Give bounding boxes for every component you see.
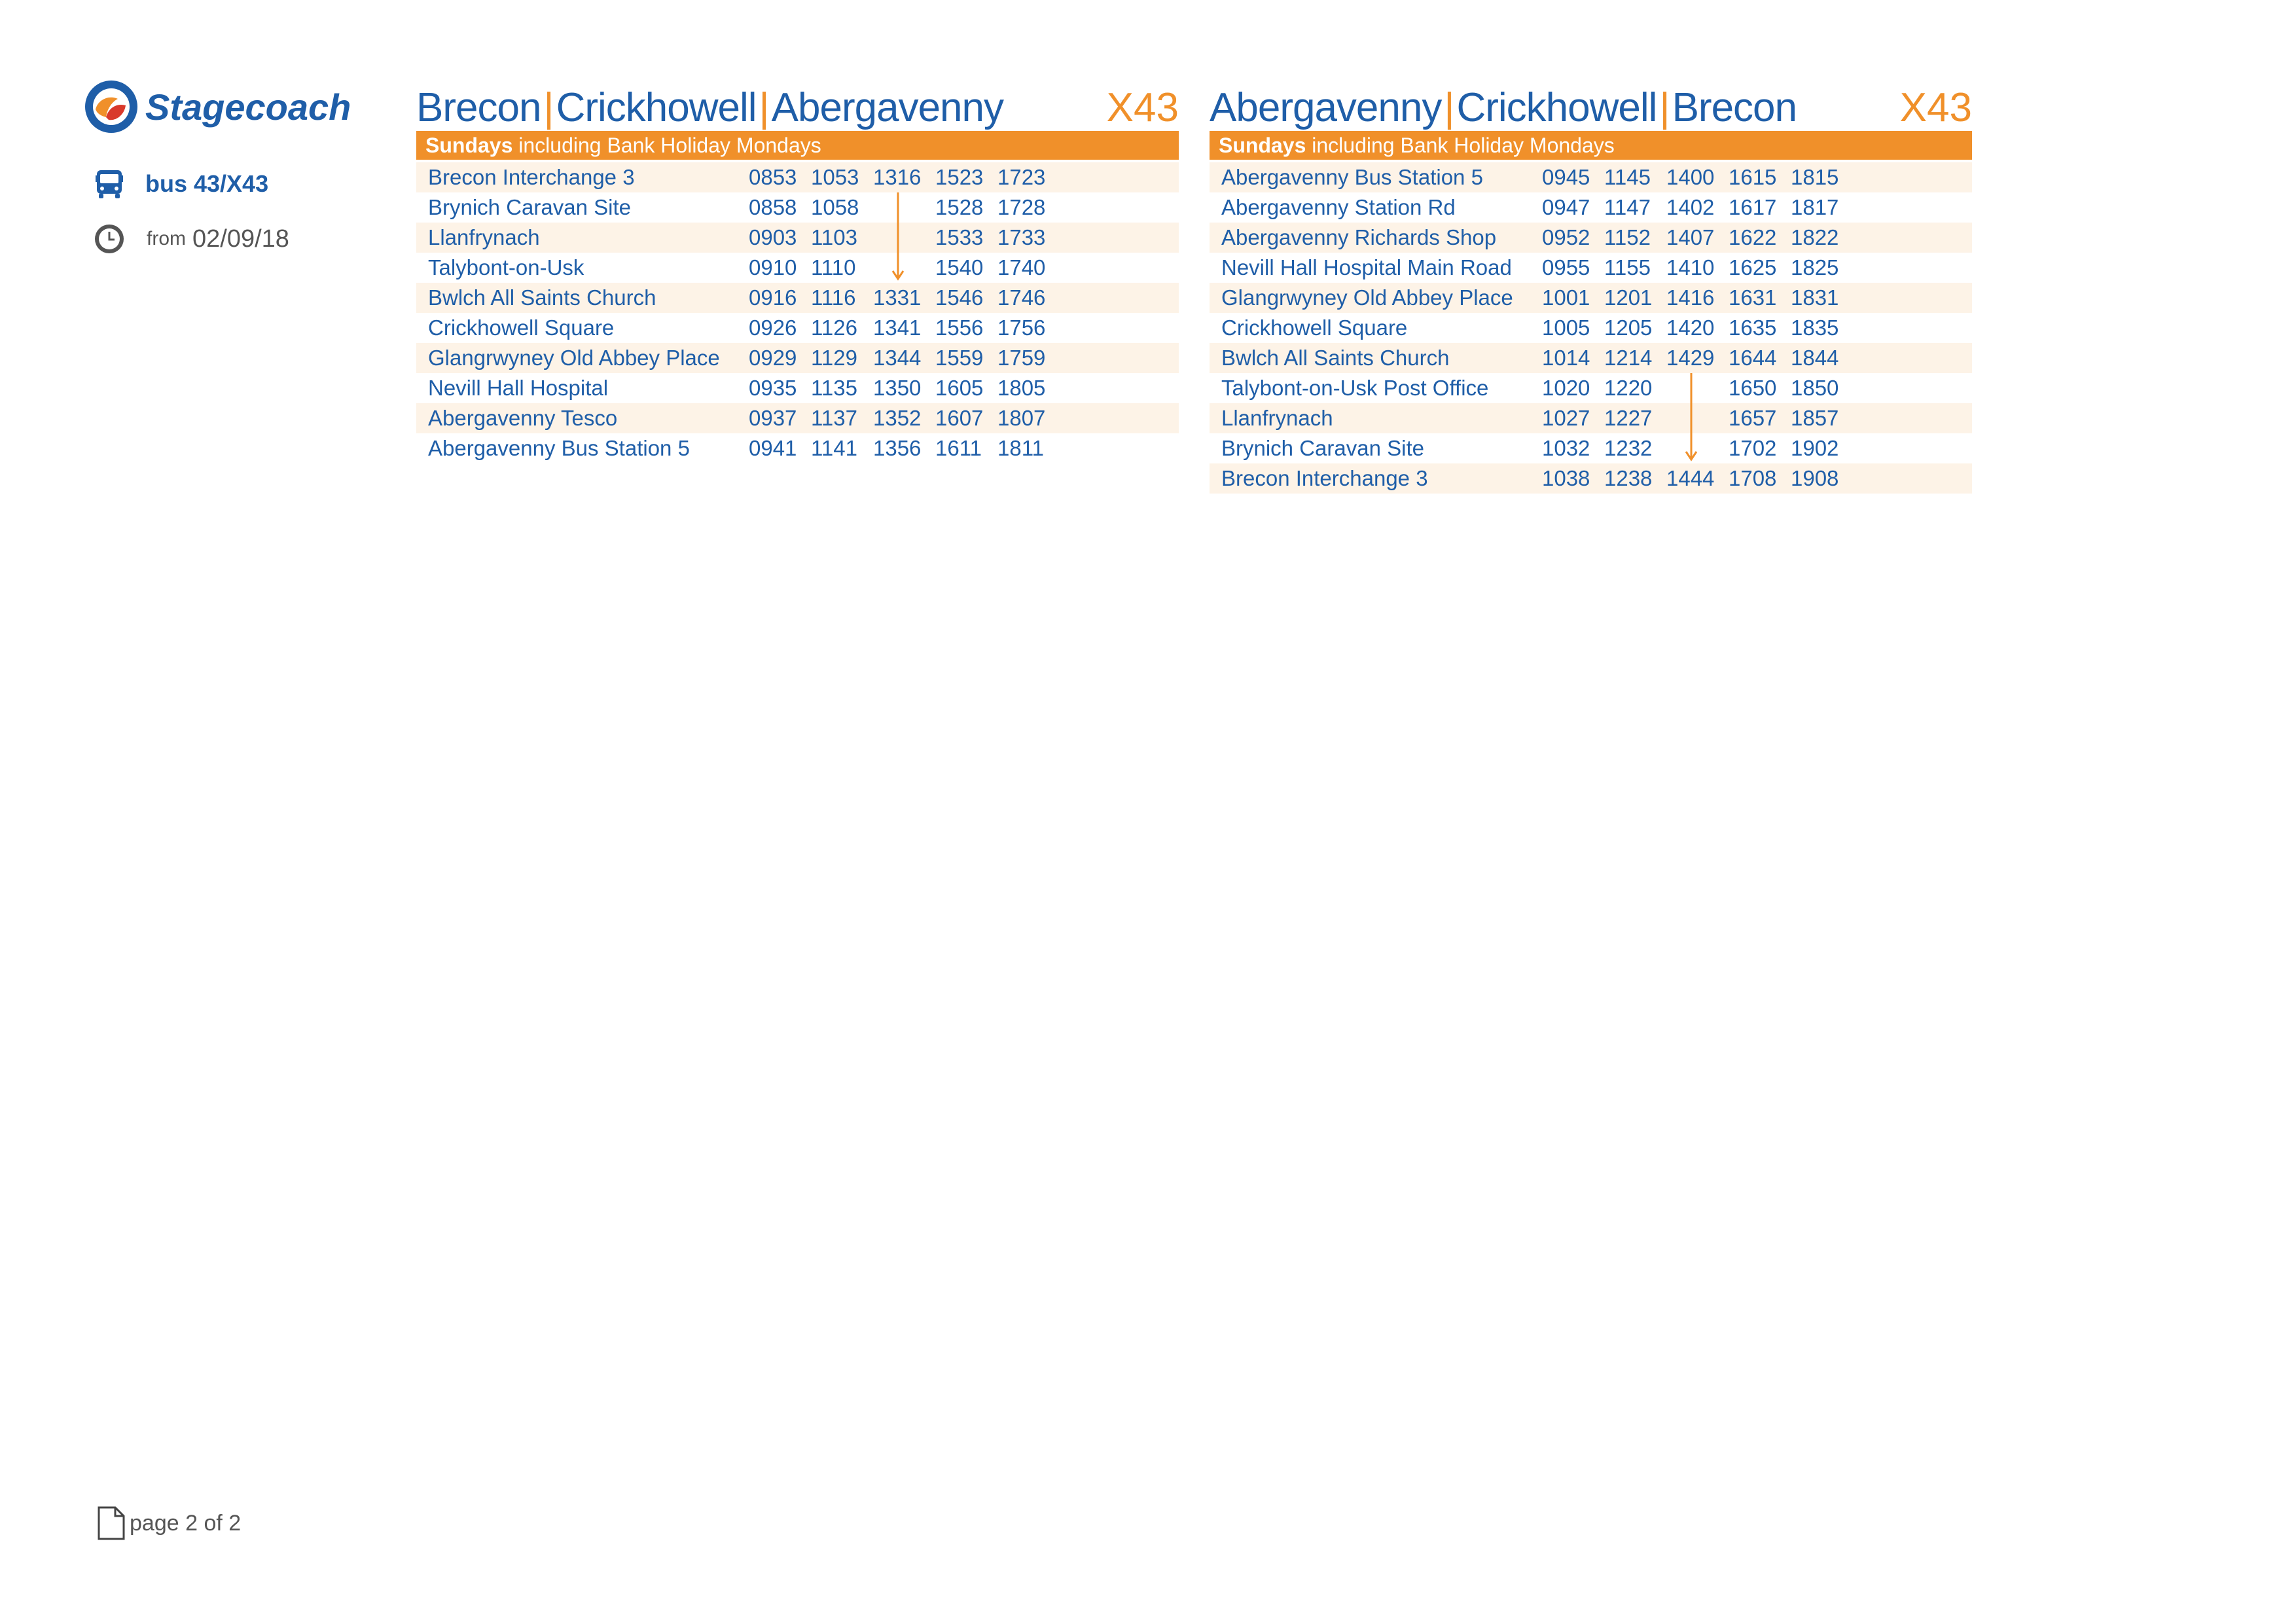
brand-name: Stagecoach	[145, 86, 351, 128]
departure-time: 1850	[1791, 376, 1839, 400]
departure-time: 0945	[1542, 165, 1590, 189]
page-footer	[97, 1506, 241, 1541]
title-separator: |	[543, 85, 554, 130]
departure-time: 0916	[749, 285, 797, 310]
departure-time: 1611	[935, 436, 982, 460]
departure-time: 1420	[1666, 316, 1715, 340]
title-separator: |	[1444, 85, 1454, 130]
departure-time: 1402	[1666, 195, 1715, 219]
timetable-title	[1210, 84, 1797, 131]
stop-name: Talybont-on-Usk	[428, 255, 584, 280]
departure-time: 0947	[1542, 195, 1590, 219]
departure-time: 1220	[1604, 376, 1653, 400]
departure-time: 1350	[873, 376, 922, 400]
departure-time: 1523	[935, 165, 984, 189]
departure-time: 1147	[1604, 195, 1651, 219]
departure-time	[1666, 433, 1729, 463]
title-separator: |	[1659, 85, 1670, 130]
departure-time: 1805	[997, 376, 1046, 400]
departure-time: 1103	[811, 225, 857, 249]
title-stop-2: Crickhowell	[556, 85, 757, 130]
stop-name: Abergavenny Tesco	[428, 406, 618, 430]
departure-time: 1407	[1666, 225, 1715, 249]
departure-time: 1540	[935, 255, 984, 280]
title-stop-1: Abergavenny	[1210, 85, 1442, 130]
table-row	[416, 192, 1179, 223]
departure-time: 1400	[1666, 165, 1715, 189]
stop-name: Crickhowell Square	[1221, 316, 1408, 340]
departure-time: 1807	[997, 406, 1046, 430]
departure-time: 1429	[1666, 346, 1715, 370]
departure-time: 0903	[749, 225, 797, 249]
departure-time: 1902	[1791, 436, 1839, 460]
stop-name: Brecon Interchange 3	[1221, 466, 1428, 490]
departure-time: 1032	[1542, 436, 1590, 460]
title-stop-2: Crickhowell	[1456, 85, 1657, 130]
table-row	[1210, 463, 1972, 494]
departure-time: 1546	[935, 285, 984, 310]
departure-time: 1857	[1791, 406, 1839, 430]
valid-from	[93, 223, 289, 255]
stop-name: Llanfrynach	[428, 225, 540, 249]
departure-time: 0926	[749, 316, 797, 340]
departure-time: 1625	[1729, 255, 1777, 280]
departure-time: 1650	[1729, 376, 1777, 400]
timetable-rows	[416, 162, 1179, 463]
page-icon	[97, 1506, 126, 1541]
timetable-abergavenny-to-brecon	[1210, 79, 1972, 494]
departure-time: 1815	[1791, 165, 1839, 189]
timetable-header	[1210, 79, 1972, 131]
departure-time: 1410	[1666, 255, 1715, 280]
departure-time: 0941	[749, 436, 797, 460]
departure-time: 1723	[997, 165, 1046, 189]
table-row	[416, 283, 1179, 313]
departure-time: 1110	[811, 255, 856, 280]
departure-time: 1316	[873, 165, 922, 189]
title-stop-3: Brecon	[1672, 85, 1797, 130]
route-info	[93, 168, 268, 200]
day-rest: including Bank Holiday Mondays	[518, 134, 821, 157]
departure-time: 1201	[1604, 285, 1653, 310]
table-row	[1210, 313, 1972, 343]
departure-time: 1001	[1542, 285, 1590, 310]
stop-name: Bwlch All Saints Church	[428, 285, 656, 310]
departure-time: 0952	[1542, 225, 1590, 249]
departure-time	[1666, 403, 1729, 433]
departure-time: 1635	[1729, 316, 1777, 340]
departure-time: 1908	[1791, 466, 1839, 490]
departure-time: 1027	[1542, 406, 1590, 430]
departure-time: 1756	[997, 316, 1046, 340]
departure-time: 1607	[935, 406, 984, 430]
departure-time: 1053	[811, 165, 859, 189]
departure-time: 1631	[1729, 285, 1777, 310]
day-bold: Sundays	[1219, 134, 1306, 157]
stop-name: Abergavenny Bus Station 5	[1221, 165, 1483, 189]
day-bold: Sundays	[425, 134, 513, 157]
table-row	[1210, 343, 1972, 373]
departure-time: 1155	[1604, 255, 1651, 280]
departure-time: 1126	[811, 316, 857, 340]
day-banner	[1210, 131, 1972, 160]
stop-name: Abergavenny Station Rd	[1221, 195, 1456, 219]
departure-time: 1733	[997, 225, 1046, 249]
service-number: X43	[1106, 85, 1179, 130]
clock-icon	[93, 223, 126, 255]
table-row	[1210, 192, 1972, 223]
departure-time: 1708	[1729, 466, 1777, 490]
table-row	[1210, 373, 1972, 403]
departure-time: 1528	[935, 195, 984, 219]
table-row	[416, 313, 1179, 343]
stop-name: Llanfrynach	[1221, 406, 1333, 430]
day-rest: including Bank Holiday Mondays	[1312, 134, 1615, 157]
departure-time: 1822	[1791, 225, 1839, 249]
stop-name: Brynich Caravan Site	[428, 195, 631, 219]
table-row	[1210, 162, 1972, 192]
stop-name: Nevill Hall Hospital	[428, 376, 609, 400]
stop-name: Brecon Interchange 3	[428, 165, 635, 189]
departure-time: 1227	[1604, 406, 1653, 430]
departure-time: 0910	[749, 255, 797, 280]
title-stop-3: Abergavenny	[771, 85, 1004, 130]
table-row	[416, 253, 1179, 283]
table-row	[1210, 403, 1972, 433]
route-label: bus 43/X43	[145, 170, 269, 197]
departure-time: 1232	[1604, 436, 1653, 460]
departure-time: 1825	[1791, 255, 1839, 280]
departure-time: 1145	[1604, 165, 1651, 189]
table-row	[416, 343, 1179, 373]
departure-time: 1416	[1666, 285, 1715, 310]
stop-name: Abergavenny Richards Shop	[1221, 225, 1497, 249]
table-row	[416, 433, 1179, 463]
departure-time: 1831	[1791, 285, 1839, 310]
departure-time: 1759	[997, 346, 1046, 370]
title-stop-1: Brecon	[416, 85, 541, 130]
departure-time: 1356	[873, 436, 922, 460]
table-row	[1210, 223, 1972, 253]
table-row	[416, 162, 1179, 192]
departure-time: 1137	[811, 406, 857, 430]
departure-time: 1533	[935, 225, 984, 249]
departure-time: 1341	[873, 316, 922, 340]
stop-name: Glangrwyney Old Abbey Place	[1221, 285, 1513, 310]
departure-time: 1746	[997, 285, 1046, 310]
table-row	[416, 403, 1179, 433]
departure-time	[873, 223, 935, 253]
departure-time: 1702	[1729, 436, 1777, 460]
departure-time: 1352	[873, 406, 922, 430]
departure-time: 1205	[1604, 316, 1653, 340]
departure-time: 1038	[1542, 466, 1590, 490]
stagecoach-logo	[84, 77, 351, 136]
departure-time	[1666, 373, 1729, 403]
departure-time: 1615	[1729, 165, 1777, 189]
departure-time: 1444	[1666, 466, 1715, 490]
departure-time: 1617	[1729, 195, 1777, 219]
departure-time: 1728	[997, 195, 1046, 219]
stop-name: Nevill Hall Hospital Main Road	[1221, 255, 1512, 280]
from-date: 02/09/18	[192, 225, 289, 253]
departure-time: 0929	[749, 346, 797, 370]
departure-time: 1605	[935, 376, 984, 400]
service-number: X43	[1899, 85, 1972, 130]
departure-time: 1644	[1729, 346, 1777, 370]
departure-time: 0937	[749, 406, 797, 430]
timetable-brecon-to-abergavenny	[416, 79, 1179, 463]
departure-time: 1014	[1542, 346, 1590, 370]
day-banner	[416, 131, 1179, 160]
departure-time: 1214	[1604, 346, 1653, 370]
stop-name: Crickhowell Square	[428, 316, 615, 340]
timetable-rows	[1210, 162, 1972, 494]
stop-name: Brynich Caravan Site	[1221, 436, 1424, 460]
page-label: page 2 of 2	[130, 1510, 242, 1536]
departure-time: 1129	[811, 346, 857, 370]
departure-time	[873, 192, 935, 223]
departure-time: 0935	[749, 376, 797, 400]
departure-time: 1622	[1729, 225, 1777, 249]
departure-time: 1556	[935, 316, 984, 340]
departure-time: 1811	[997, 436, 1044, 460]
departure-time: 1344	[873, 346, 922, 370]
title-separator: |	[759, 85, 769, 130]
table-row	[1210, 433, 1972, 463]
timetable-title	[416, 84, 1003, 131]
departure-time: 0955	[1542, 255, 1590, 280]
table-row	[1210, 253, 1972, 283]
timetable-header	[416, 79, 1179, 131]
bus-icon	[93, 168, 126, 200]
departure-time: 0858	[749, 195, 797, 219]
departure-time: 1657	[1729, 406, 1777, 430]
departure-time: 1559	[935, 346, 984, 370]
departure-time: 1005	[1542, 316, 1590, 340]
stop-name: Abergavenny Bus Station 5	[428, 436, 690, 460]
departure-time: 1740	[997, 255, 1046, 280]
table-row	[416, 373, 1179, 403]
departure-time: 1116	[811, 285, 856, 310]
departure-time: 1141	[811, 436, 857, 460]
departure-time: 1331	[873, 285, 922, 310]
departure-time: 1058	[811, 195, 859, 219]
departure-time: 1844	[1791, 346, 1839, 370]
departure-time	[873, 253, 935, 283]
departure-time: 1835	[1791, 316, 1839, 340]
departure-time: 0853	[749, 165, 797, 189]
stop-name: Bwlch All Saints Church	[1221, 346, 1450, 370]
stop-name: Glangrwyney Old Abbey Place	[428, 346, 720, 370]
from-label: from	[147, 228, 186, 249]
stop-name: Talybont-on-Usk Post Office	[1221, 376, 1489, 400]
table-row	[416, 223, 1179, 253]
departure-time: 1152	[1604, 225, 1651, 249]
departure-time: 1135	[811, 376, 857, 400]
table-row	[1210, 283, 1972, 313]
departure-time: 1020	[1542, 376, 1590, 400]
stagecoach-logo-icon	[84, 79, 139, 134]
departure-time: 1817	[1791, 195, 1839, 219]
departure-time: 1238	[1604, 466, 1653, 490]
